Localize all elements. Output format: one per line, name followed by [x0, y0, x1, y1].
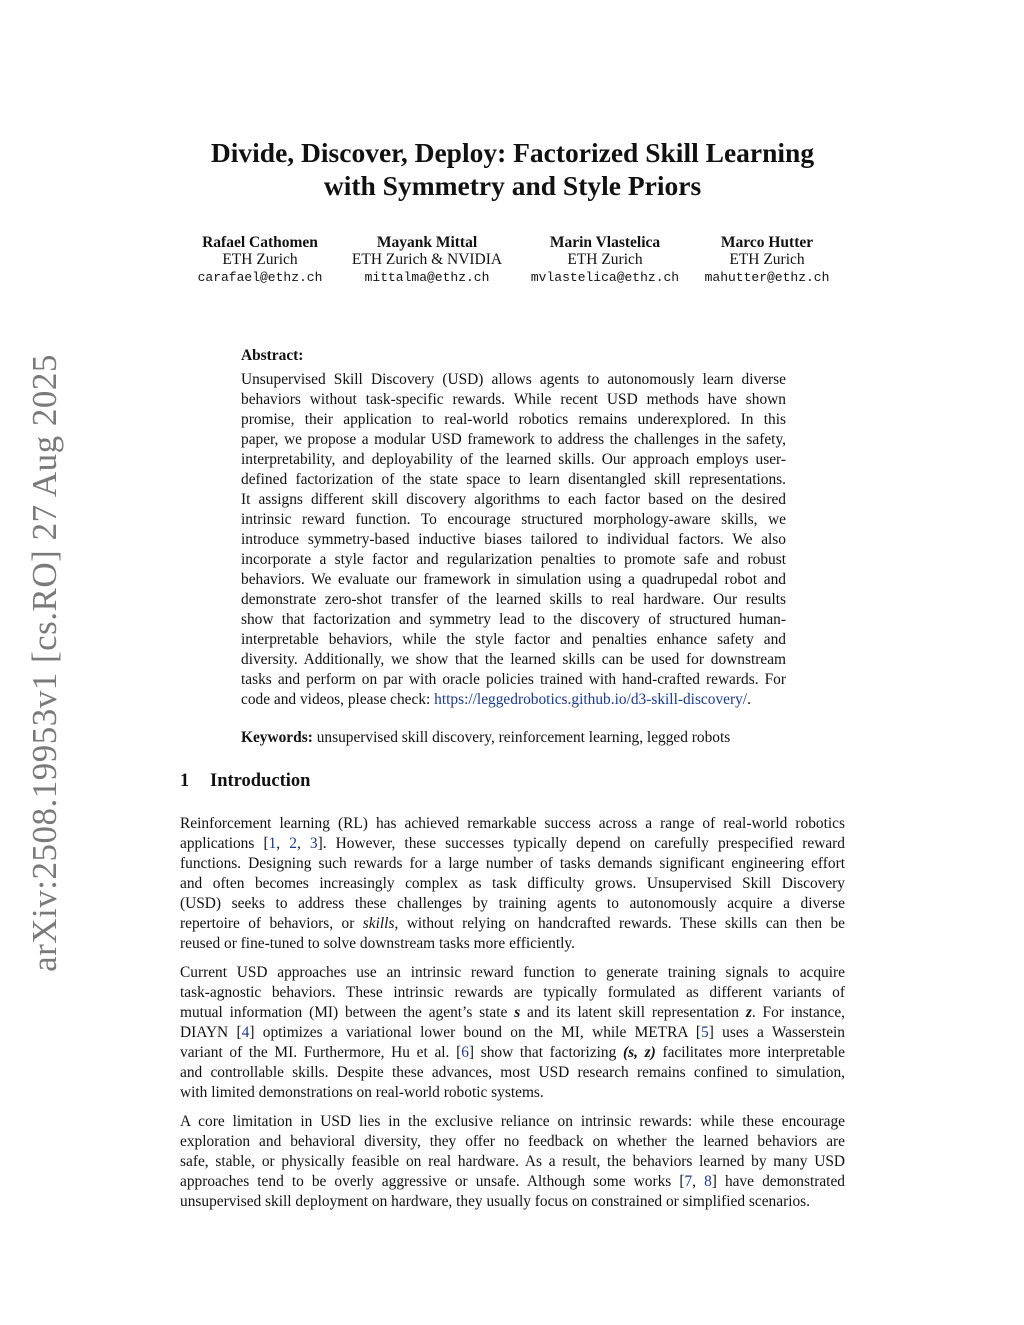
abstract-line: It assigns different skill discovery algorithms to each factor based on the desired — [241, 491, 786, 508]
paragraph-line: with limited demonstrations on real-world robotic systems. — [180, 1084, 544, 1101]
section-title: Introduction — [210, 771, 311, 791]
abstract-line: diversity. Additionally, we show that the learned skills can be used for downstream — [241, 651, 786, 668]
author-name: Marin Vlastelica — [549, 234, 661, 251]
emphasis: skills — [362, 915, 395, 932]
text: variant of the MI. Furthermore, Hu et al. [ — [180, 1044, 462, 1061]
title-line: Divide, Discover, Deploy: Factorized Skill Learning — [210, 137, 815, 168]
text: facilitates more interpretable — [655, 1044, 846, 1061]
author-affiliation: ETH Zurich & NVIDIA — [351, 251, 503, 268]
paragraph — [180, 814, 845, 954]
paragraph-line — [180, 1023, 845, 1043]
author-block — [531, 234, 679, 286]
abstract-line: incorporate a style factor and regularization penalties to promote safe and robust — [241, 551, 786, 568]
abstract-line: defined factorization of the state space to learn disentangled skill representations. — [241, 471, 786, 488]
arxiv-watermark: arXiv:2508.19953v1 [cs.RO] 27 Aug 2025 — [25, 354, 64, 972]
author-name: Mayank Mittal — [376, 234, 478, 251]
paragraph — [180, 1112, 845, 1212]
paragraph-line: A core limitation in USD lies in the exclusive reliance on intrinsic rewards: while these encourage — [180, 1113, 845, 1130]
text: mutual information (MI) between the agent’s state — [180, 1004, 515, 1021]
math-symbol: z — [745, 1004, 752, 1021]
paper-title — [180, 136, 845, 202]
author-name: Marco Hutter — [720, 234, 814, 251]
paragraph-line: unsupervised skill deployment on hardware, they usually focus on constrained or simplified scenarios. — [180, 1193, 811, 1210]
project-link[interactable]: https://leggedrobotics.github.io/d3-skill-discovery/ — [434, 691, 748, 708]
text: , without relying on handcrafted rewards. These skills can then be — [394, 915, 845, 932]
text: ] have demonstrated — [711, 1173, 845, 1190]
paragraph-line — [180, 1172, 845, 1192]
paragraph-line: Reinforcement learning (RL) has achieved remarkable success across a range of real-world robotics — [180, 815, 845, 832]
text: . For instance, — [751, 1004, 845, 1021]
abstract-line: interpretable behaviors, while the style factor and penalties enhance safety and — [241, 631, 786, 648]
abstract-line: promise, their application to real-world robotics remains underexplored. In this — [241, 411, 786, 428]
keywords-label: Keywords: — [241, 729, 313, 746]
paragraph-line: (USD) seeks to address these challenges by training agents to autonomously acquire a diverse — [180, 895, 845, 912]
section-number: 1 — [180, 771, 190, 791]
section-heading — [180, 770, 310, 792]
paragraph-line — [180, 914, 845, 934]
math-symbol: s — [514, 1004, 521, 1021]
author-email[interactable]: carafael@ethz.ch — [197, 270, 323, 285]
abstract-line: introduce symmetry-based inductive biases tailored to individual factors. We also — [241, 531, 786, 548]
text: approaches tend to be overly aggressive or unsafe. Although some works [ — [180, 1173, 685, 1190]
author-email[interactable]: mittalma@ethz.ch — [364, 270, 490, 285]
author-block — [352, 234, 502, 286]
abstract-line: behaviors. We evaluate our framework in simulation using a quadrupedal robot and — [241, 571, 786, 588]
abstract-line: show that factorization and symmetry lead to the discovery of structured human- — [241, 611, 786, 628]
paragraph-line: and controllable skills. Despite these advances, most USD research remains confined to simulation, — [180, 1064, 845, 1081]
citation-link[interactable]: 3 — [309, 835, 318, 852]
citation-link[interactable]: 6 — [461, 1044, 469, 1061]
paragraph-line: functions. Designing such rewards for a large number of tasks demands significant engineering effort — [180, 855, 845, 872]
keywords — [241, 728, 786, 748]
paragraph-line: and often becomes increasingly complex as task difficulty grows. Unsupervised Skill Discovery — [180, 875, 845, 892]
text: ]. However, these successes typically depend on carefully prespecified reward — [317, 835, 845, 852]
author-affiliation: ETH Zurich — [729, 251, 805, 268]
text: DIAYN [ — [180, 1024, 242, 1041]
paragraph — [180, 963, 845, 1103]
author-email[interactable]: mvlastelica@ethz.ch — [530, 270, 680, 285]
abstract-line: Unsupervised Skill Discovery (USD) allows agents to autonomously learn diverse — [241, 371, 786, 388]
author-email[interactable]: mahutter@ethz.ch — [704, 270, 830, 285]
citation-link[interactable]: 7 — [684, 1173, 693, 1190]
text: applications [ — [180, 835, 269, 852]
citation-link[interactable]: 5 — [701, 1024, 709, 1041]
author-name: Rafael Cathomen — [202, 234, 318, 251]
text: ] optimizes a variational lower bound on the MI, while METRA [ — [249, 1024, 702, 1041]
paragraph-line — [180, 834, 845, 854]
keywords-text: unsupervised skill discovery, reinforcement learning, legged robots — [316, 729, 731, 746]
math-expression: (s, z) — [623, 1044, 656, 1061]
text: repertoire of behaviors, or — [180, 915, 363, 932]
citation-link[interactable]: 4 — [241, 1024, 250, 1041]
abstract-text: code and videos, please check: — [241, 691, 435, 708]
text: and its latent skill representation — [520, 1004, 746, 1021]
abstract-line: demonstrate zero-shot transfer of the learned skills to real hardware. Our results — [241, 591, 786, 608]
author-affiliation: ETH Zurich — [567, 251, 643, 268]
text: , — [276, 835, 290, 852]
paragraph-line: Current USD approaches use an intrinsic reward function to generate training signals to acquire — [180, 964, 845, 981]
abstract-line: behaviors without task-specific rewards. While recent USD methods have shown — [241, 391, 786, 408]
text: , — [692, 1173, 705, 1190]
citation-link[interactable]: 2 — [289, 835, 297, 852]
citation-link[interactable]: 8 — [704, 1173, 712, 1190]
abstract-line: tasks and perform on par with oracle policies trained with hand-crafted rewards. For — [241, 671, 786, 688]
citation-link[interactable]: 1 — [268, 835, 277, 852]
abstract-line: interpretability, and deployability of the learned skills. Our approach employs user- — [241, 451, 786, 468]
text: , — [296, 835, 310, 852]
paragraph-line — [180, 1043, 845, 1063]
abstract-line: intrinsic reward function. To encourage structured morphology-aware skills, we — [241, 511, 786, 528]
abstract-heading: Abstract: — [241, 347, 304, 364]
abstract-line — [241, 690, 786, 710]
paragraph-line: exploration and behavioral diversity, they offer no feedback on whether the learned behaviors are — [180, 1133, 845, 1150]
paragraph-line: reused or fine-tuned to solve downstream tasks more efficiently. — [180, 935, 575, 952]
text: ] uses a Wasserstein — [708, 1024, 845, 1041]
abstract-text: . — [747, 691, 751, 708]
title-line: with Symmetry and Style Priors — [323, 170, 702, 201]
author-affiliation: ETH Zurich — [222, 251, 298, 268]
author-block — [705, 234, 830, 286]
abstract — [241, 346, 786, 710]
text: ] show that factorizing — [468, 1044, 623, 1061]
paragraph-line: task-agnostic behaviors. These intrinsic rewards are typically formulated as different variants of — [180, 984, 845, 1001]
paragraph-line: safe, stable, or physically feasible on real hardware. As a result, the behaviors learned by many USD — [180, 1153, 845, 1170]
abstract-line: paper, we propose a modular USD framework to address the challenges in the safety, — [241, 431, 786, 448]
author-block — [198, 234, 323, 286]
paragraph-line — [180, 1003, 845, 1023]
